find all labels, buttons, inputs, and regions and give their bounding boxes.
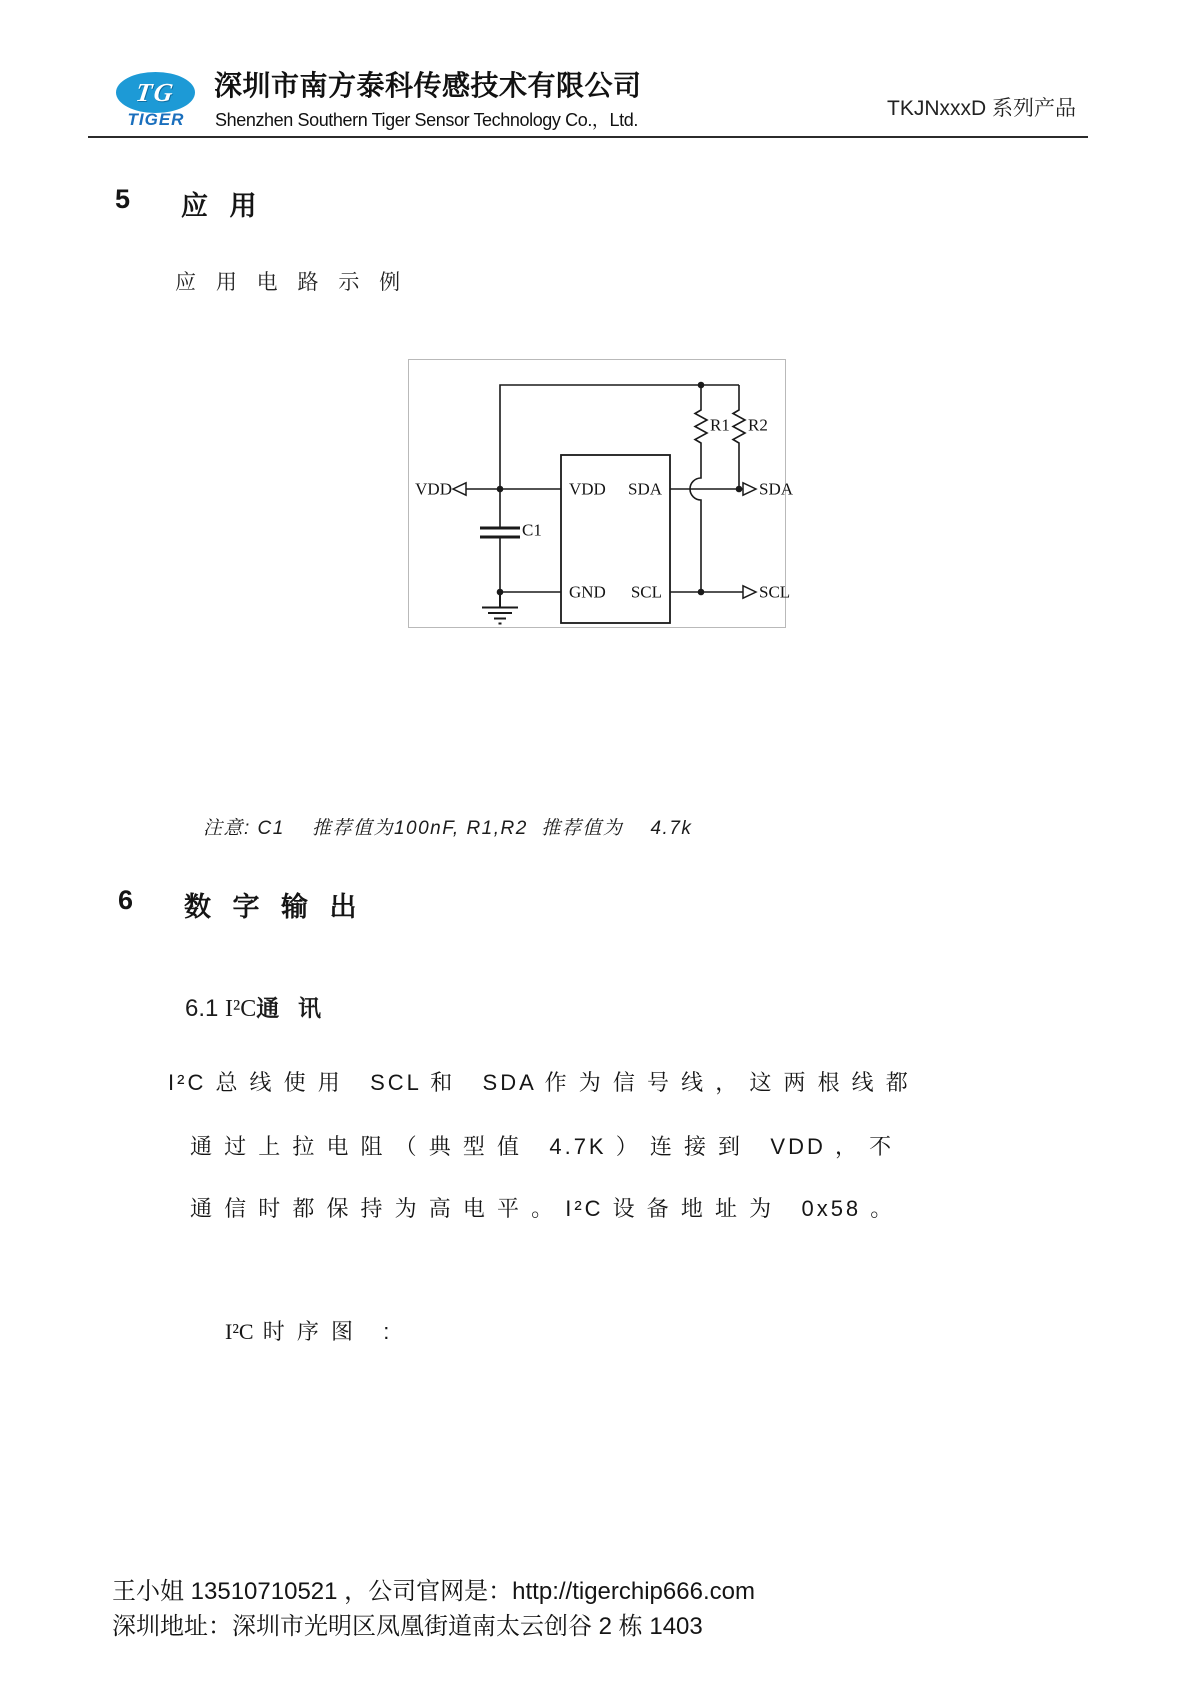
timing-rest: 时 序 图 :: [253, 1319, 393, 1344]
chip-pin-sda-label: SDA: [627, 479, 662, 499]
chip-pin-vdd-label: VDD: [569, 479, 606, 499]
junction-dot: [698, 382, 705, 389]
junction-dot: [497, 589, 504, 596]
resistor-r1-label: R1: [710, 415, 730, 435]
company-name-cn: 深圳市南方泰科传感技术有限公司: [214, 70, 642, 101]
component-values-note: 注意: C1 推荐值为100nF, R1,R2 推荐值为 4.7k: [203, 818, 693, 839]
section-6-1-number: 6.1: [185, 995, 226, 1022]
section-6-title: 数 字 输 出: [184, 892, 364, 922]
timing-diagram-label: [225, 1315, 392, 1346]
section-6-number: 6: [118, 885, 134, 915]
tiger-logo-icon: [116, 72, 195, 113]
timing-i2c: I²C: [225, 1319, 254, 1344]
company-name-en: Shenzhen Southern Tiger Sensor Technology Co.，Ltd.: [215, 110, 638, 130]
ext-sda-label: SDA: [759, 479, 794, 499]
section-6-heading: [118, 885, 364, 924]
junction-dot: [698, 589, 705, 596]
product-series-label: TKJNxxxD 系列产品: [887, 97, 1076, 120]
section-5-number: 5: [115, 184, 131, 214]
application-circuit-diagram: [408, 359, 794, 628]
logo-tiger-wordmark: TIGER: [127, 110, 185, 129]
capacitor-c1-label: C1: [522, 520, 542, 540]
header-divider: [88, 136, 1088, 138]
ext-scl-label: SCL: [759, 582, 791, 602]
junction-dot: [497, 486, 504, 493]
section-5-title: 应 用: [181, 191, 264, 221]
paragraph-line-1: I²C 总 线 使 用 SCL 和 SDA 作 为 信 号 线 ， 这 两 根 线 都: [168, 1070, 911, 1095]
junction-dot: [736, 486, 743, 493]
chip-pin-gnd-label: GND: [569, 582, 606, 602]
paragraph-line-2: 通 过 上 拉 电 阻 （ 典 型 值 4.7K ） 连 接 到 VDD ， 不: [190, 1134, 895, 1159]
section-5-heading: [115, 184, 264, 223]
circuit-subtitle: 应 用 电 路 示 例: [175, 271, 408, 294]
chip-pin-scl-label: SCL: [630, 582, 662, 602]
section-6-1-title: 通 讯: [256, 995, 324, 1021]
ext-vdd-label: VDD: [415, 479, 452, 499]
footer-contact: 王小姐 13510710521 ，公司官网是：http://tigerchip666.com: [112, 1578, 755, 1605]
paragraph-line-3: 通 信 时 都 保 持 为 高 电 平 。 I²C 设 备 地 址 为 0x58 。: [190, 1196, 896, 1221]
resistor-r2-label: R2: [748, 415, 768, 435]
logo-tg-monogram: TG: [134, 77, 177, 107]
section-6-1-i2c: I²C: [225, 996, 257, 1022]
footer-address: 深圳地址：深圳市光明区凤凰街道南太云创谷 2 栋 1403: [112, 1613, 703, 1640]
section-6-1-heading: [185, 990, 323, 1023]
